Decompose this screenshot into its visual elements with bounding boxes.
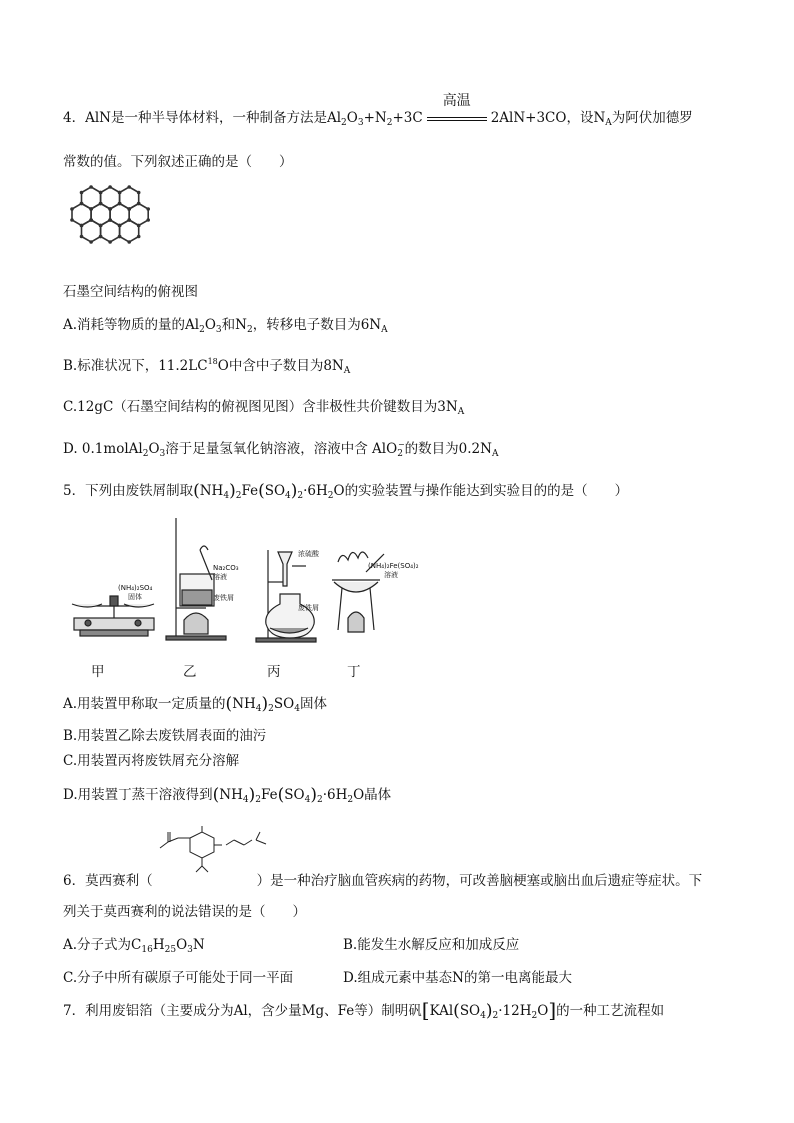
sub: 2	[268, 704, 274, 714]
sub: 2	[255, 795, 261, 805]
text: A.分子式为C	[63, 937, 142, 953]
text: ·12H	[498, 1003, 532, 1019]
text: D. 0.1molAl	[63, 441, 143, 457]
yi-label-2: 溶液	[213, 573, 227, 581]
sub: 16	[141, 945, 153, 955]
text: SO	[459, 1003, 481, 1019]
atom	[89, 218, 93, 222]
text: 的一种工艺流程如	[556, 1003, 665, 1019]
q4-option-c	[63, 397, 464, 417]
atom	[99, 235, 103, 239]
sub: 2	[246, 325, 253, 335]
sub: 4	[285, 491, 291, 501]
text: O	[204, 317, 216, 333]
atom	[118, 235, 122, 239]
atom	[118, 224, 122, 228]
graphite-hexagon-icon	[66, 178, 166, 278]
q6-stem-line1	[63, 871, 702, 891]
q5-option-d: D.用装置丁蒸干溶液得到$(NH_4)_2Fe(SO_4)_2\cdot 6H_2O$晶体	[63, 785, 392, 805]
sub: A	[381, 325, 388, 335]
sub: 2	[492, 1011, 499, 1021]
graphite-figure	[66, 178, 166, 282]
atom	[99, 191, 103, 195]
text: O的实验装置与操作能达到实验目的的是（ ）	[333, 483, 629, 499]
atom	[146, 218, 150, 222]
sub: 2	[199, 325, 205, 335]
text: +N	[363, 110, 387, 126]
sub: 2	[316, 795, 323, 805]
sub: 2	[397, 449, 403, 459]
sub: 3	[187, 945, 193, 955]
text: 和N	[221, 317, 247, 333]
q4-text: AlN是一种半导体材料，一种制备方法是Al	[85, 110, 342, 126]
ding-label-2: 溶液	[384, 571, 398, 579]
text: D.用装置丁蒸干溶液得到	[63, 787, 213, 803]
text: 2AlN+3CO，设N	[490, 110, 606, 126]
text: O	[148, 441, 160, 457]
text: KAl	[429, 1003, 454, 1019]
q6-option-d: D.组成元素中基态N的第一电离能最大	[343, 970, 572, 986]
text: NH	[199, 483, 224, 499]
sub: 2	[297, 491, 304, 501]
sub: 2	[386, 118, 393, 128]
label-yi: 乙	[183, 664, 197, 680]
atom	[127, 218, 131, 222]
atom	[80, 191, 84, 195]
atom	[137, 202, 141, 206]
text: ·6H	[303, 483, 328, 499]
text: NH	[219, 787, 243, 803]
atom	[118, 202, 122, 206]
q6-option-a	[63, 935, 205, 955]
hexagon	[120, 220, 139, 242]
hexagon	[82, 220, 101, 242]
q4-number: 4．	[63, 110, 86, 126]
text: SO	[273, 696, 295, 712]
sub: 3	[357, 118, 364, 128]
atom	[127, 240, 131, 244]
text: N	[192, 937, 205, 953]
jia-label-2: 固体	[128, 593, 142, 601]
atom	[89, 240, 93, 244]
label-ding: 丁	[347, 664, 361, 680]
atom	[70, 207, 74, 211]
hexagon	[101, 220, 120, 242]
atom	[127, 207, 131, 211]
sub: A	[457, 407, 465, 417]
q4-option-a	[63, 315, 388, 335]
flask-funnel-icon	[256, 550, 316, 642]
sub: A	[605, 118, 612, 128]
label-jia: 甲	[91, 664, 105, 680]
sub: 2	[341, 118, 347, 128]
text: B.标准状况下，11.2LC	[63, 358, 208, 374]
atom	[70, 218, 74, 222]
q5-option-b: B.用装置乙除去废铁屑表面的油污	[63, 728, 267, 744]
text: Fe	[241, 483, 259, 499]
balance-icon	[72, 596, 154, 636]
atom	[80, 235, 84, 239]
text: O	[346, 110, 358, 126]
q4-stem-line1	[63, 92, 693, 128]
jia-label-1: (NH₄)₂SO₄	[118, 584, 153, 592]
atom	[108, 207, 112, 211]
bing-label-1: 浓硫酸	[298, 550, 319, 558]
text: 为阿伏加德罗	[611, 110, 693, 126]
label-bing: 丙	[267, 664, 281, 680]
sub: 25	[164, 945, 177, 955]
text: O晶体	[353, 787, 392, 803]
sub: 4	[304, 795, 311, 805]
sub: A	[491, 449, 499, 459]
text: +3C	[392, 110, 423, 126]
q6-option-c: C.分子中所有碳原子可能处于同一平面	[63, 970, 294, 986]
atom	[108, 240, 112, 244]
yi-label-1: Na₂CO₃	[213, 564, 239, 572]
atom	[80, 224, 84, 228]
text: O	[176, 937, 188, 953]
condition-label: 高温	[442, 92, 471, 109]
atom	[137, 235, 141, 239]
text: 的数目为0.2N	[404, 441, 492, 457]
sub: 2	[142, 449, 149, 459]
sub: 2	[327, 491, 334, 501]
sub: 2	[531, 1011, 538, 1021]
bing-label-2: 废铁屑	[298, 604, 319, 612]
atom	[99, 224, 103, 228]
atom	[146, 207, 150, 211]
text: 5．下列由废铁屑制取	[63, 483, 194, 499]
text: ）是一种治疗脑血管疾病的药物，可改善脑梗塞或脑出血后遗症等症状。下	[256, 873, 703, 889]
q5-stem: 5．下列由废铁屑制取$(NH_4)_2Fe(SO_4)_2\cdot 6H_2O$的实验装置与操作能达到实验目的的是（ ）	[63, 481, 629, 501]
q5-option-a: A.用装置甲称取一定质量的$(NH_4)_2SO_4$固体	[63, 694, 327, 714]
q6-option-b: B.能发生水解反应和加成反应	[343, 937, 520, 953]
sub: 3	[215, 325, 222, 335]
sub: 4	[294, 704, 300, 714]
sub: 4	[480, 1011, 486, 1021]
q4-stem-line2: 常数的值。下列叙述正确的是（ ）	[63, 154, 293, 170]
sub: A	[343, 366, 351, 376]
atom	[108, 185, 112, 189]
text: H	[152, 937, 165, 953]
text: NH	[232, 696, 256, 712]
atom	[137, 191, 141, 195]
sub: 2	[235, 491, 242, 501]
text: C.12gC（石墨空间结构的俯视图见图）含非极性共价键数目为3N	[63, 399, 458, 415]
apparatus-figure	[66, 510, 446, 664]
atom	[108, 218, 112, 222]
text: SO	[284, 787, 305, 803]
sub: 4	[242, 795, 249, 805]
atom	[89, 185, 93, 189]
sup: 18	[207, 357, 218, 366]
text: A.用装置甲称取一定质量的	[63, 696, 226, 712]
text: 7．利用废铝箔（主要成分为Al，含少量Mg、Fe等）制明矾	[63, 1003, 422, 1019]
atom	[99, 202, 103, 206]
text: O中含中子数目为8N	[217, 358, 344, 374]
sub: 4	[223, 491, 230, 501]
ding-label-1: (NH₄)₂Fe(SO₄)₂	[368, 562, 419, 570]
q6-stem-line2: 列关于莫西赛利的说法错误的是（ ）	[63, 904, 306, 920]
text: ，转移电子数目为6N	[252, 317, 382, 333]
text: SO	[264, 483, 286, 499]
atom	[118, 191, 122, 195]
text: O	[537, 1003, 549, 1019]
sup: −	[397, 440, 405, 449]
graphite-caption: 石墨空间结构的俯视图	[63, 284, 198, 300]
sub: 3	[159, 449, 166, 459]
text: 溶于足量氢氧化钠溶液，溶液中含 AlO	[165, 441, 398, 457]
text: ·6H	[322, 787, 348, 803]
q4-option-b	[63, 356, 350, 376]
text: 6．莫西赛利（	[63, 873, 153, 889]
atom	[80, 202, 84, 206]
reaction-condition-equals	[425, 92, 489, 128]
lab-apparatus-icon	[66, 510, 446, 660]
text: 固体	[299, 696, 327, 712]
atom	[137, 224, 141, 228]
yi-label-3: 废铁屑	[213, 594, 234, 602]
text: A.消耗等物质的量的Al	[63, 317, 200, 333]
atom	[127, 185, 131, 189]
sub: 2	[347, 795, 354, 805]
q4-option-d	[63, 439, 498, 459]
text: Fe	[260, 787, 278, 803]
q7-stem: 7．利用废铝箔（主要成分为Al，含少量Mg、Fe等）制明矾$[KAl(SO_4)_2\cdot 12H_2O]$的一种工艺流程如	[63, 998, 665, 1022]
sub: 4	[255, 704, 262, 714]
atom	[89, 207, 93, 211]
q5-option-c: C.用装置丙将废铁屑充分溶解	[63, 753, 240, 769]
